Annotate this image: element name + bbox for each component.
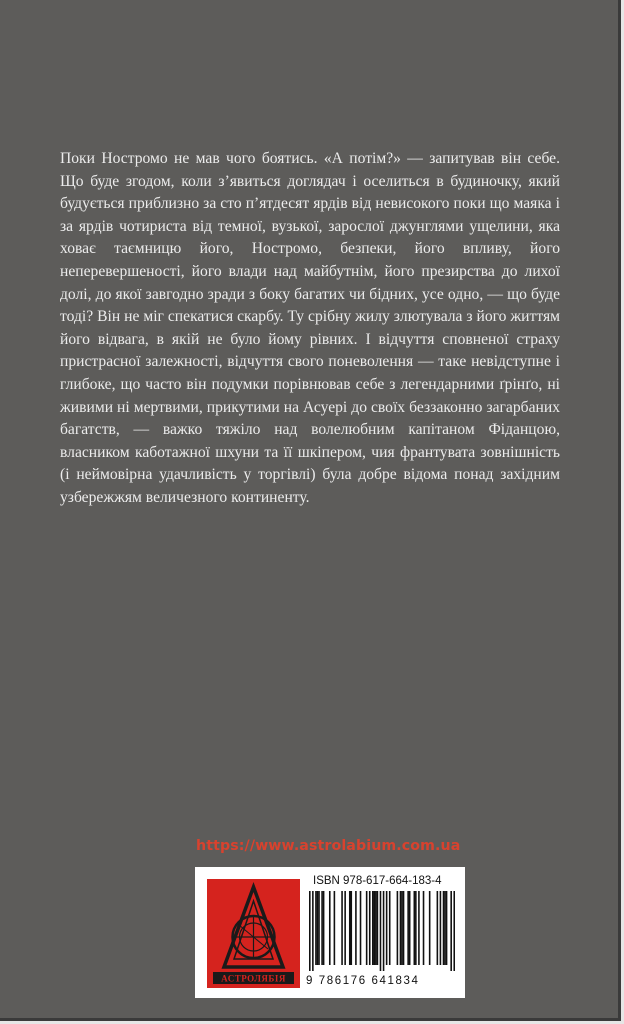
barcode-bar xyxy=(403,891,405,965)
barcode-bar xyxy=(329,891,331,965)
isbn-number: ISBN 978-617-664-183-4 xyxy=(313,875,442,887)
barcode-bar xyxy=(437,891,439,965)
barcode-bar xyxy=(374,891,376,965)
barcode-bar xyxy=(414,891,416,965)
barcode-bar xyxy=(380,891,382,971)
cover-blurb: Поки Ностромо не мав чого боятись. «А потім?» — запитував він себе. Що буде згодом, коли з’явиться доглядач і оселиться в будиночку, який будується приблизно за сто п’ятдесят ярдів від невисокого поки що маяка і за ярдів чотириста від темної, вузької, зарослої джунглями ущелини, яка ховає таємницю його, Ностромо, безпеки, його впливу, його неперевершеності, його влади над майбутнім, його презирства до лихої долі, до якої завгодно зради з боку багатих чи бідних, усе одно, — що буде тоді? Він не міг спекатися скарбу. Ту срібну жилу злютувала з його життям його відвага, в якій не було йому рівних. І відчуття сповненої страху пристрасної залежності, відчуття свого поневолення — таке невідступне і глибоке, що часто він подумки порівнював себе з легендарними ґрінґо, ні живими ні мертвими, прикутими на Асуері до своїх беззаконно загарбаних багатств, — важко тяжіло над волелюбним капітаном Фіданцою, власником каботажної шхуни та її шкіпером, чия франтувата зовнішність (і неймовірна удачливість у торгівлі) була добре відома понад західним узбережжям величезного континенту. xyxy=(60,150,560,506)
barcode-bar xyxy=(334,891,336,965)
barcode-bar xyxy=(372,891,374,965)
barcode-bar xyxy=(446,891,448,965)
barcode-bar xyxy=(344,891,346,965)
barcode-digits: 9 786176 641834 xyxy=(306,975,420,987)
barcode xyxy=(309,891,455,971)
barcode-bar xyxy=(366,891,368,965)
barcode-bar xyxy=(443,891,445,965)
barcode-bar xyxy=(415,891,417,965)
barcode-bar xyxy=(453,891,455,971)
barcode-bar xyxy=(350,891,352,965)
barcode-bar xyxy=(315,891,317,965)
barcode-bar xyxy=(429,891,431,965)
barcode-bar xyxy=(444,891,446,965)
barcode-bar xyxy=(321,891,323,965)
isbn-label-box xyxy=(195,867,465,998)
barcode-bar xyxy=(383,891,385,971)
barcode-bar xyxy=(309,891,311,971)
barcode-bar xyxy=(389,891,391,965)
barcode-bar xyxy=(375,891,377,965)
barcode-bar xyxy=(409,891,411,965)
barcode-bar xyxy=(360,891,362,965)
barcode-bar xyxy=(318,891,320,965)
barcode-bar xyxy=(312,891,314,971)
publisher-url[interactable]: https://www.astrolabium.com.ua xyxy=(196,838,461,854)
barcode-bar xyxy=(323,891,325,965)
barcode-bar xyxy=(418,891,420,965)
barcode-bar xyxy=(407,891,409,965)
astrolabe-icon xyxy=(207,879,300,988)
barcode-bar xyxy=(349,891,351,965)
barcode-bar xyxy=(386,891,388,965)
barcode-bar xyxy=(397,891,399,965)
barcode-bar xyxy=(317,891,319,965)
barcode-bar xyxy=(369,891,371,965)
barcode-bar xyxy=(377,891,379,965)
barcode-bar xyxy=(400,891,402,965)
barcode-bar xyxy=(440,891,442,965)
publisher-logo xyxy=(207,879,300,988)
barcode-bar xyxy=(355,891,357,965)
publisher-logo-text: АСТРОЛЯБІЯ xyxy=(221,973,286,984)
barcode-bar xyxy=(423,891,425,965)
barcode-bar xyxy=(401,891,403,965)
barcode-bar xyxy=(450,891,452,971)
barcode-bar xyxy=(341,891,343,965)
